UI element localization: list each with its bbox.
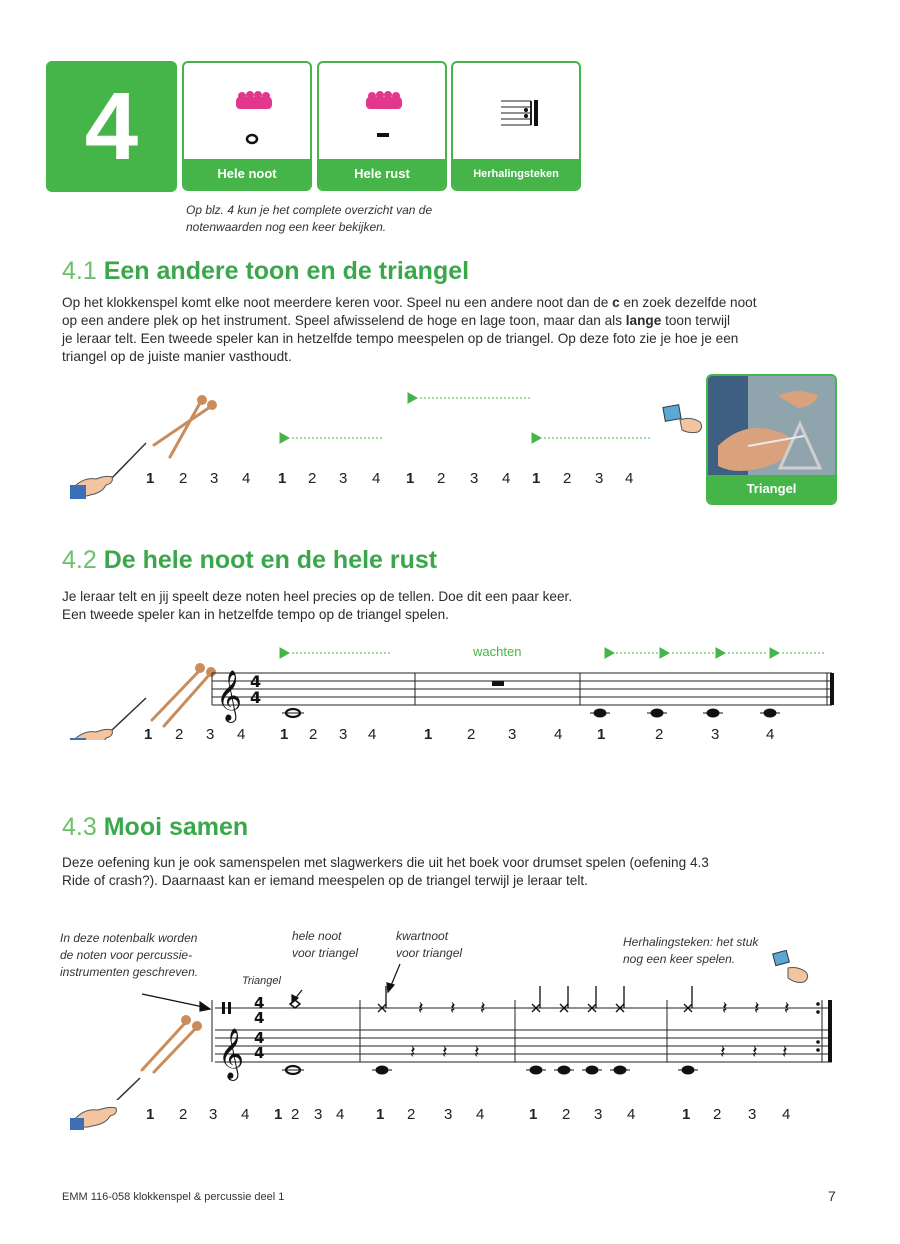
section-number: 4.1 (62, 257, 97, 285)
chapter-note-line2: notenwaarden nog een keer bekijken. (186, 220, 387, 234)
section2-text (62, 588, 852, 624)
chapter-number: 4 (46, 61, 177, 192)
section-title-4-1 (62, 257, 469, 286)
annotation-percussion-staff: In deze notenbalk worden de noten voor percussie- instrumenten geschreven. (60, 931, 199, 979)
svg-text:𝄽: 𝄽 (442, 1042, 448, 1063)
annotation-repeat-sign: Herhalingsteken: het stuk nog een keer spelen. (623, 935, 759, 966)
svg-text:𝄽: 𝄽 (480, 998, 486, 1019)
page-number: 7 (828, 1188, 836, 1204)
treble-clef-icon: 𝄞 (218, 1028, 245, 1079)
text-line: Ride of crash?). Daarnaast kan er iemand meespelen op de triangel terwijl je leraar telt. (62, 873, 588, 888)
svg-text:𝄽: 𝄽 (410, 1042, 416, 1063)
pointing-hand-icon (662, 402, 708, 438)
svg-text:4: 4 (254, 1009, 265, 1027)
footer-book-title: EMM 116-058 klokkenspel & percussie deel 1 (62, 1191, 285, 1203)
mallets-icon (152, 663, 216, 726)
svg-text:𝄽: 𝄽 (784, 998, 790, 1019)
card-whole-rest (317, 61, 447, 191)
card-repeat-sign (451, 61, 581, 191)
section-number: 4.3 (62, 813, 97, 841)
conductor-hand-icon (112, 1078, 140, 1100)
text-line: je leraar telt. Een tweede speler kan in hetzelfde tempo meespelen op de triangel. Op deze foto zie je hoe je een (62, 331, 739, 346)
svg-text:𝄽: 𝄽 (782, 1042, 788, 1063)
section-title-4-2 (62, 546, 437, 575)
svg-text:𝄽: 𝄽 (754, 998, 760, 1019)
chapter-note-line1: Op blz. 4 kun je het complete overzicht van de (186, 203, 433, 217)
whole-note-icon (184, 63, 312, 163)
pointing-hand-icon (773, 950, 808, 982)
text-line: Een tweede speler kan in hetzelfde tempo op de triangel spelen. (62, 607, 449, 622)
annotation-whole-note: hele noot voor triangel (292, 929, 359, 960)
wait-label: wachten (473, 644, 522, 659)
chapter-note (186, 202, 432, 236)
section-number: 4.2 (62, 546, 97, 574)
mallets-icon (154, 395, 217, 457)
svg-text:4: 4 (254, 1044, 265, 1062)
mallets-icon (142, 1015, 202, 1072)
section-title-4-3 (62, 813, 248, 842)
card-label: Hele noot (184, 159, 310, 189)
photo-label: Triangel (708, 475, 835, 503)
svg-text:𝄽: 𝄽 (752, 1042, 758, 1063)
text-line: op een andere plek op het instrument. Speel afwisselend de hoge en lage toon, maar dan als lange toon terwijl (62, 313, 731, 328)
exercise-4-2-staff (60, 640, 850, 740)
conductor-hand-icon (70, 1098, 130, 1134)
exercise-4-1-graphic (60, 385, 710, 515)
svg-text:4: 4 (254, 994, 265, 1012)
conductor-hand-icon (70, 698, 146, 740)
svg-text:𝄽: 𝄽 (474, 1042, 480, 1063)
section-title-text: Een andere toon en de triangel (103, 257, 470, 285)
text-line: Je leraar telt en jij speelt deze noten heel precies op de tellen. Doe dit een paar keer. (62, 589, 573, 604)
svg-text:𝄽: 𝄽 (418, 998, 424, 1019)
section-title-text: Mooi samen (103, 813, 249, 841)
conductor-hand-icon (70, 443, 146, 499)
svg-text:𝄽: 𝄽 (722, 998, 728, 1019)
text-line: triangel op de juiste manier vasthoudt. (62, 349, 292, 364)
text-line: Op het klokkenspel komt elke noot meerdere keren voor. Speel nu een andere noot dan de c en zoek dezelfde noot (62, 295, 757, 310)
card-label: Hele rust (319, 159, 445, 189)
svg-text:4: 4 (254, 1029, 265, 1047)
triangel-instrument-label: Triangel (242, 975, 281, 987)
svg-text:𝄽: 𝄽 (450, 998, 456, 1019)
card-label: Herhalingsteken (453, 159, 579, 189)
svg-text:4: 4 (250, 688, 262, 707)
card-whole-note (182, 61, 312, 191)
treble-clef-icon: 𝄞 (216, 670, 243, 721)
section3-text (62, 854, 852, 890)
section1-text (62, 294, 852, 366)
triangle-photo-image (708, 376, 837, 479)
triangel-photo (706, 374, 837, 505)
section-title-text: De hele noot en de hele rust (103, 546, 438, 574)
whole-rest-icon (319, 63, 447, 163)
repeat-sign-icon (453, 63, 581, 163)
svg-text:𝄽: 𝄽 (720, 1042, 726, 1063)
annotation-quarter-note: kwartnoot voor triangel (396, 929, 463, 960)
exercise-4-3-score (60, 950, 850, 1100)
svg-text:4: 4 (250, 672, 262, 691)
text-line: Deze oefening kun je ook samenspelen met slagwerkers die uit het boek voor drumset spelen (oefening 4.3 (62, 855, 709, 870)
